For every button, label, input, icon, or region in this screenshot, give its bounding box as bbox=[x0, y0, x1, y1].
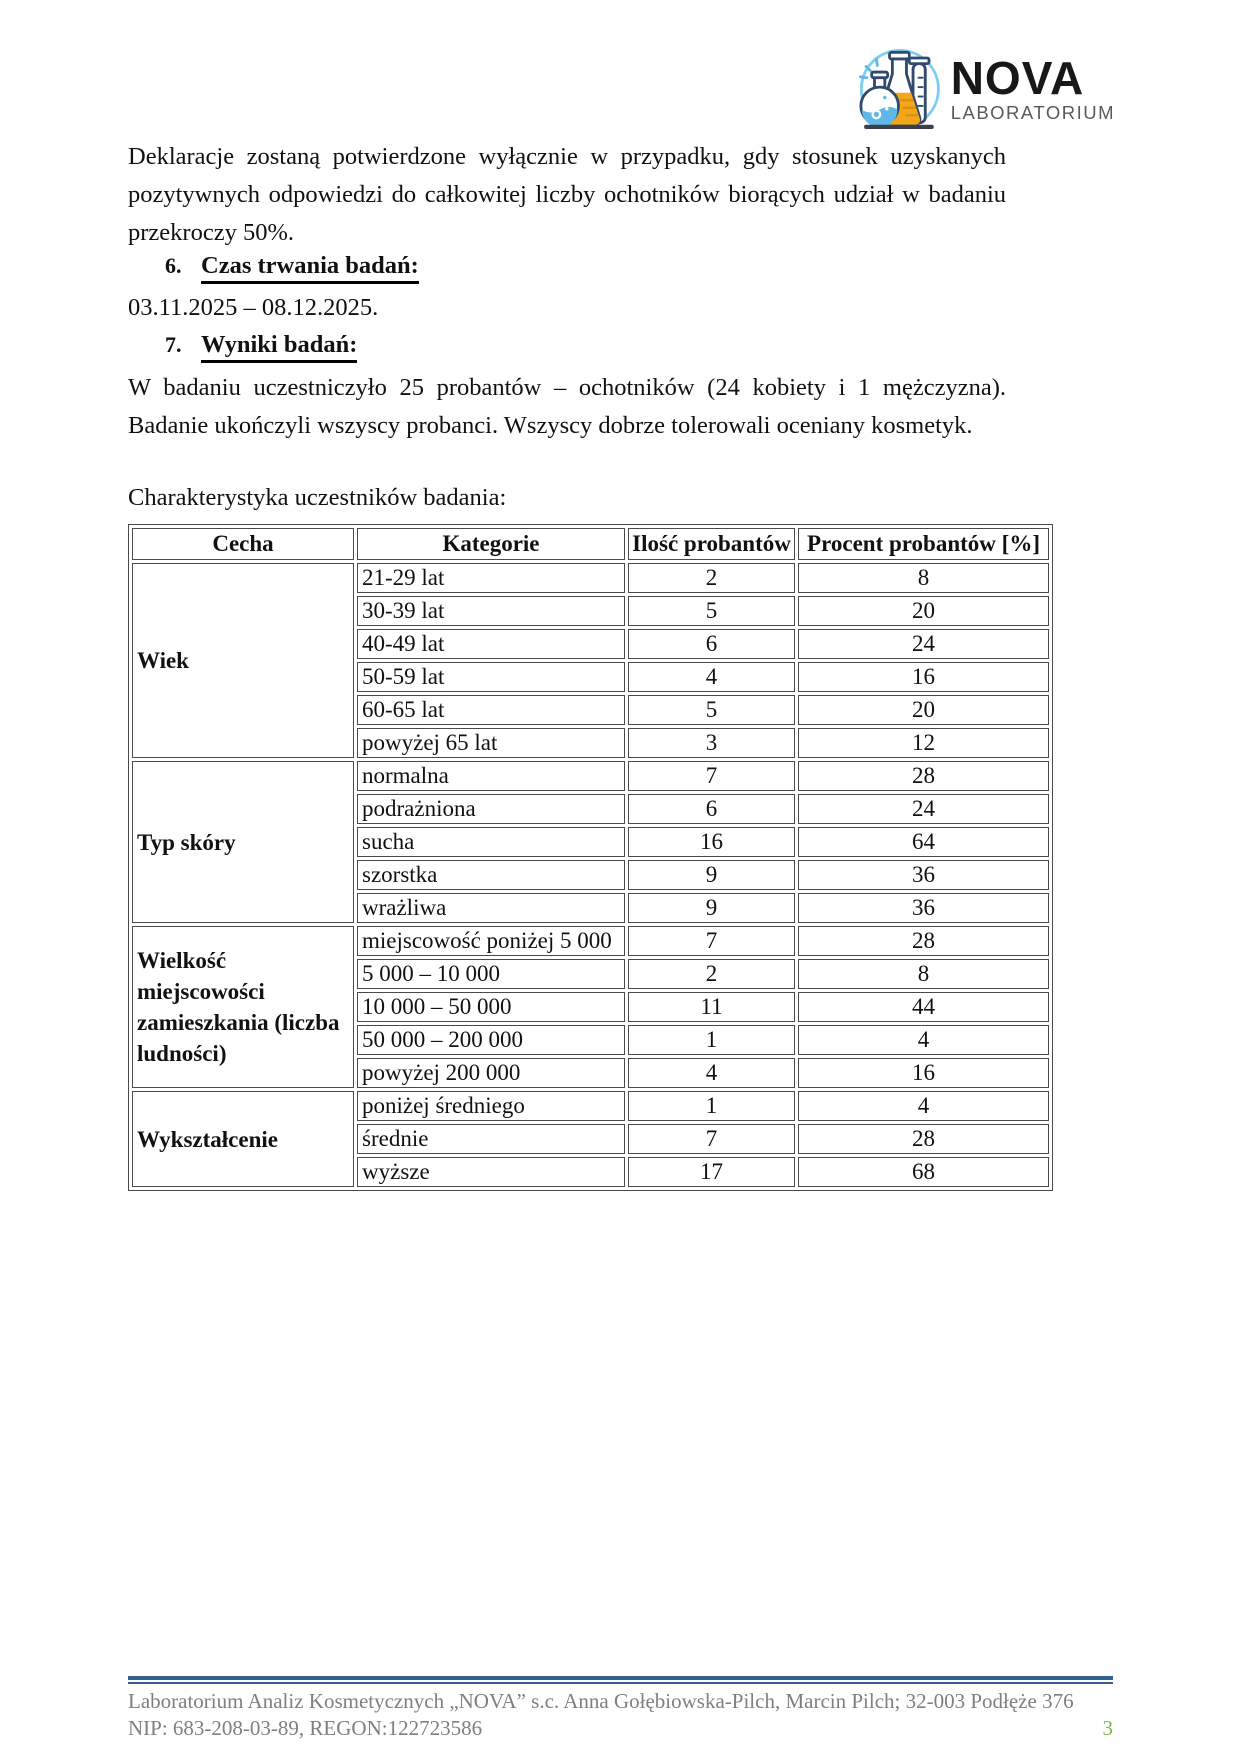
ilosc-probantow-cell: 9 bbox=[628, 860, 795, 890]
procent-probantow-cell: 4 bbox=[798, 1025, 1049, 1055]
procent-probantow-cell: 64 bbox=[798, 827, 1049, 857]
procent-probantow-cell: 36 bbox=[798, 893, 1049, 923]
ilosc-probantow-cell: 9 bbox=[628, 893, 795, 923]
table-row bbox=[132, 926, 1049, 956]
header-cecha: Cecha bbox=[132, 528, 354, 560]
table-row bbox=[132, 761, 1049, 791]
cecha-group-cell: Wiek bbox=[132, 563, 354, 758]
ilosc-probantow-cell: 7 bbox=[628, 761, 795, 791]
kategorie-cell: 50-59 lat bbox=[357, 662, 625, 692]
procent-probantow-cell: 4 bbox=[798, 1091, 1049, 1121]
ilosc-probantow-cell: 2 bbox=[628, 563, 795, 593]
kategorie-cell: 5 000 – 10 000 bbox=[357, 959, 625, 989]
ilosc-probantow-cell: 6 bbox=[628, 629, 795, 659]
ilosc-probantow-cell: 1 bbox=[628, 1025, 795, 1055]
procent-probantow-cell: 44 bbox=[798, 992, 1049, 1022]
ilosc-probantow-cell: 3 bbox=[628, 728, 795, 758]
cecha-group-cell: Typ skóry bbox=[132, 761, 354, 923]
procent-probantow-cell: 16 bbox=[798, 662, 1049, 692]
ilosc-probantow-cell: 1 bbox=[628, 1091, 795, 1121]
cecha-group-cell: Wykształcenie bbox=[132, 1091, 354, 1187]
kategorie-cell: 30-39 lat bbox=[357, 596, 625, 626]
kategorie-cell: 50 000 – 200 000 bbox=[357, 1025, 625, 1055]
kategorie-cell: 21-29 lat bbox=[357, 563, 625, 593]
kategorie-cell: 40-49 lat bbox=[357, 629, 625, 659]
logo-subtitle: LABORATORIUM bbox=[950, 102, 1115, 124]
cecha-group-cell: Wielkość miejscowości zamieszkania (liczba ludności) bbox=[132, 926, 354, 1088]
header-procent-probantow: Procent probantów [%] bbox=[798, 528, 1049, 560]
kategorie-cell: szorstka bbox=[357, 860, 625, 890]
section-7-body: W badaniu uczestniczyło 25 probantów – ochotników (24 kobiety i 1 mężczyzna). Badanie ukończyli wszyscy probanci. Wszyscy dobrze tolerowali oceniany kosmetyk. bbox=[128, 374, 1006, 439]
characteristics-table-body bbox=[132, 563, 1049, 1187]
kategorie-cell: miejscowość poniżej 5 000 bbox=[357, 926, 625, 956]
kategorie-cell: wrażliwa bbox=[357, 893, 625, 923]
footer-line2: NIP: 683-208-03-89, REGON:122723586 bbox=[128, 1716, 483, 1740]
kategorie-cell: 10 000 – 50 000 bbox=[357, 992, 625, 1022]
intro-paragraph: Deklaracje zostaną potwierdzone wyłącznie w przypadku, gdy stosunek uzyskanych pozytywnych odpowiedzi do całkowitej liczby ochotników biorących udział w badaniu przekroczy 50%. bbox=[128, 143, 1006, 246]
procent-probantow-cell: 24 bbox=[798, 794, 1049, 824]
procent-probantow-cell: 8 bbox=[798, 959, 1049, 989]
kategorie-cell: 60-65 lat bbox=[357, 695, 625, 725]
ilosc-probantow-cell: 6 bbox=[628, 794, 795, 824]
footer-rule bbox=[128, 1676, 1113, 1684]
ilosc-probantow-cell: 4 bbox=[628, 1058, 795, 1088]
procent-probantow-cell: 16 bbox=[798, 1058, 1049, 1088]
kategorie-cell: powyżej 200 000 bbox=[357, 1058, 625, 1088]
procent-probantow-cell: 24 bbox=[798, 629, 1049, 659]
lab-flasks-icon bbox=[851, 42, 945, 136]
header-ilosc-probantow: Ilość probantów bbox=[628, 528, 795, 560]
ilosc-probantow-cell: 17 bbox=[628, 1157, 795, 1187]
ilosc-probantow-cell: 7 bbox=[628, 926, 795, 956]
ilosc-probantow-cell: 5 bbox=[628, 695, 795, 725]
section-7-heading bbox=[165, 331, 357, 363]
procent-probantow-cell: 28 bbox=[798, 1124, 1049, 1154]
table-row bbox=[132, 1091, 1049, 1121]
section-7-title: Wyniki badań: bbox=[201, 331, 357, 363]
procent-probantow-cell: 20 bbox=[798, 695, 1049, 725]
section-6-number: 6. bbox=[165, 253, 182, 278]
header-kategorie: Kategorie bbox=[357, 528, 625, 560]
page-footer bbox=[128, 1688, 1113, 1742]
kategorie-cell: poniżej średniego bbox=[357, 1091, 625, 1121]
ilosc-probantow-cell: 7 bbox=[628, 1124, 795, 1154]
kategorie-cell: normalna bbox=[357, 761, 625, 791]
ilosc-probantow-cell: 11 bbox=[628, 992, 795, 1022]
logo-name: NOVA bbox=[950, 52, 1085, 105]
kategorie-cell: wyższe bbox=[357, 1157, 625, 1187]
kategorie-cell: podrażniona bbox=[357, 794, 625, 824]
ilosc-probantow-cell: 4 bbox=[628, 662, 795, 692]
ilosc-probantow-cell: 2 bbox=[628, 959, 795, 989]
kategorie-cell: średnie bbox=[357, 1124, 625, 1154]
procent-probantow-cell: 36 bbox=[798, 860, 1049, 890]
procent-probantow-cell: 8 bbox=[798, 563, 1049, 593]
kategorie-cell: sucha bbox=[357, 827, 625, 857]
table-row bbox=[132, 563, 1049, 593]
footer-line1: Laboratorium Analiz Kosmetycznych „NOVA” s.c. Anna Gołębiowska-Pilch, Marcin Pilch; 32-003 Podłęże 376 bbox=[128, 1689, 1074, 1713]
section-7-number: 7. bbox=[165, 332, 182, 357]
procent-probantow-cell: 68 bbox=[798, 1157, 1049, 1187]
procent-probantow-cell: 28 bbox=[798, 926, 1049, 956]
procent-probantow-cell: 12 bbox=[798, 728, 1049, 758]
section-6-body: 03.11.2025 – 08.12.2025. bbox=[128, 294, 379, 321]
section-6-heading bbox=[165, 252, 419, 284]
section-6-title: Czas trwania badań: bbox=[201, 252, 419, 284]
ilosc-probantow-cell: 16 bbox=[628, 827, 795, 857]
procent-probantow-cell: 20 bbox=[798, 596, 1049, 626]
nova-logo-text bbox=[950, 52, 1115, 124]
table-caption: Charakterystyka uczestników badania: bbox=[128, 484, 507, 511]
procent-probantow-cell: 28 bbox=[798, 761, 1049, 791]
table-header-row bbox=[132, 528, 1049, 560]
ilosc-probantow-cell: 5 bbox=[628, 596, 795, 626]
page-number: 3 bbox=[1102, 1716, 1113, 1740]
characteristics-table bbox=[128, 524, 1053, 1191]
nova-logo bbox=[851, 42, 1115, 136]
kategorie-cell: powyżej 65 lat bbox=[357, 728, 625, 758]
